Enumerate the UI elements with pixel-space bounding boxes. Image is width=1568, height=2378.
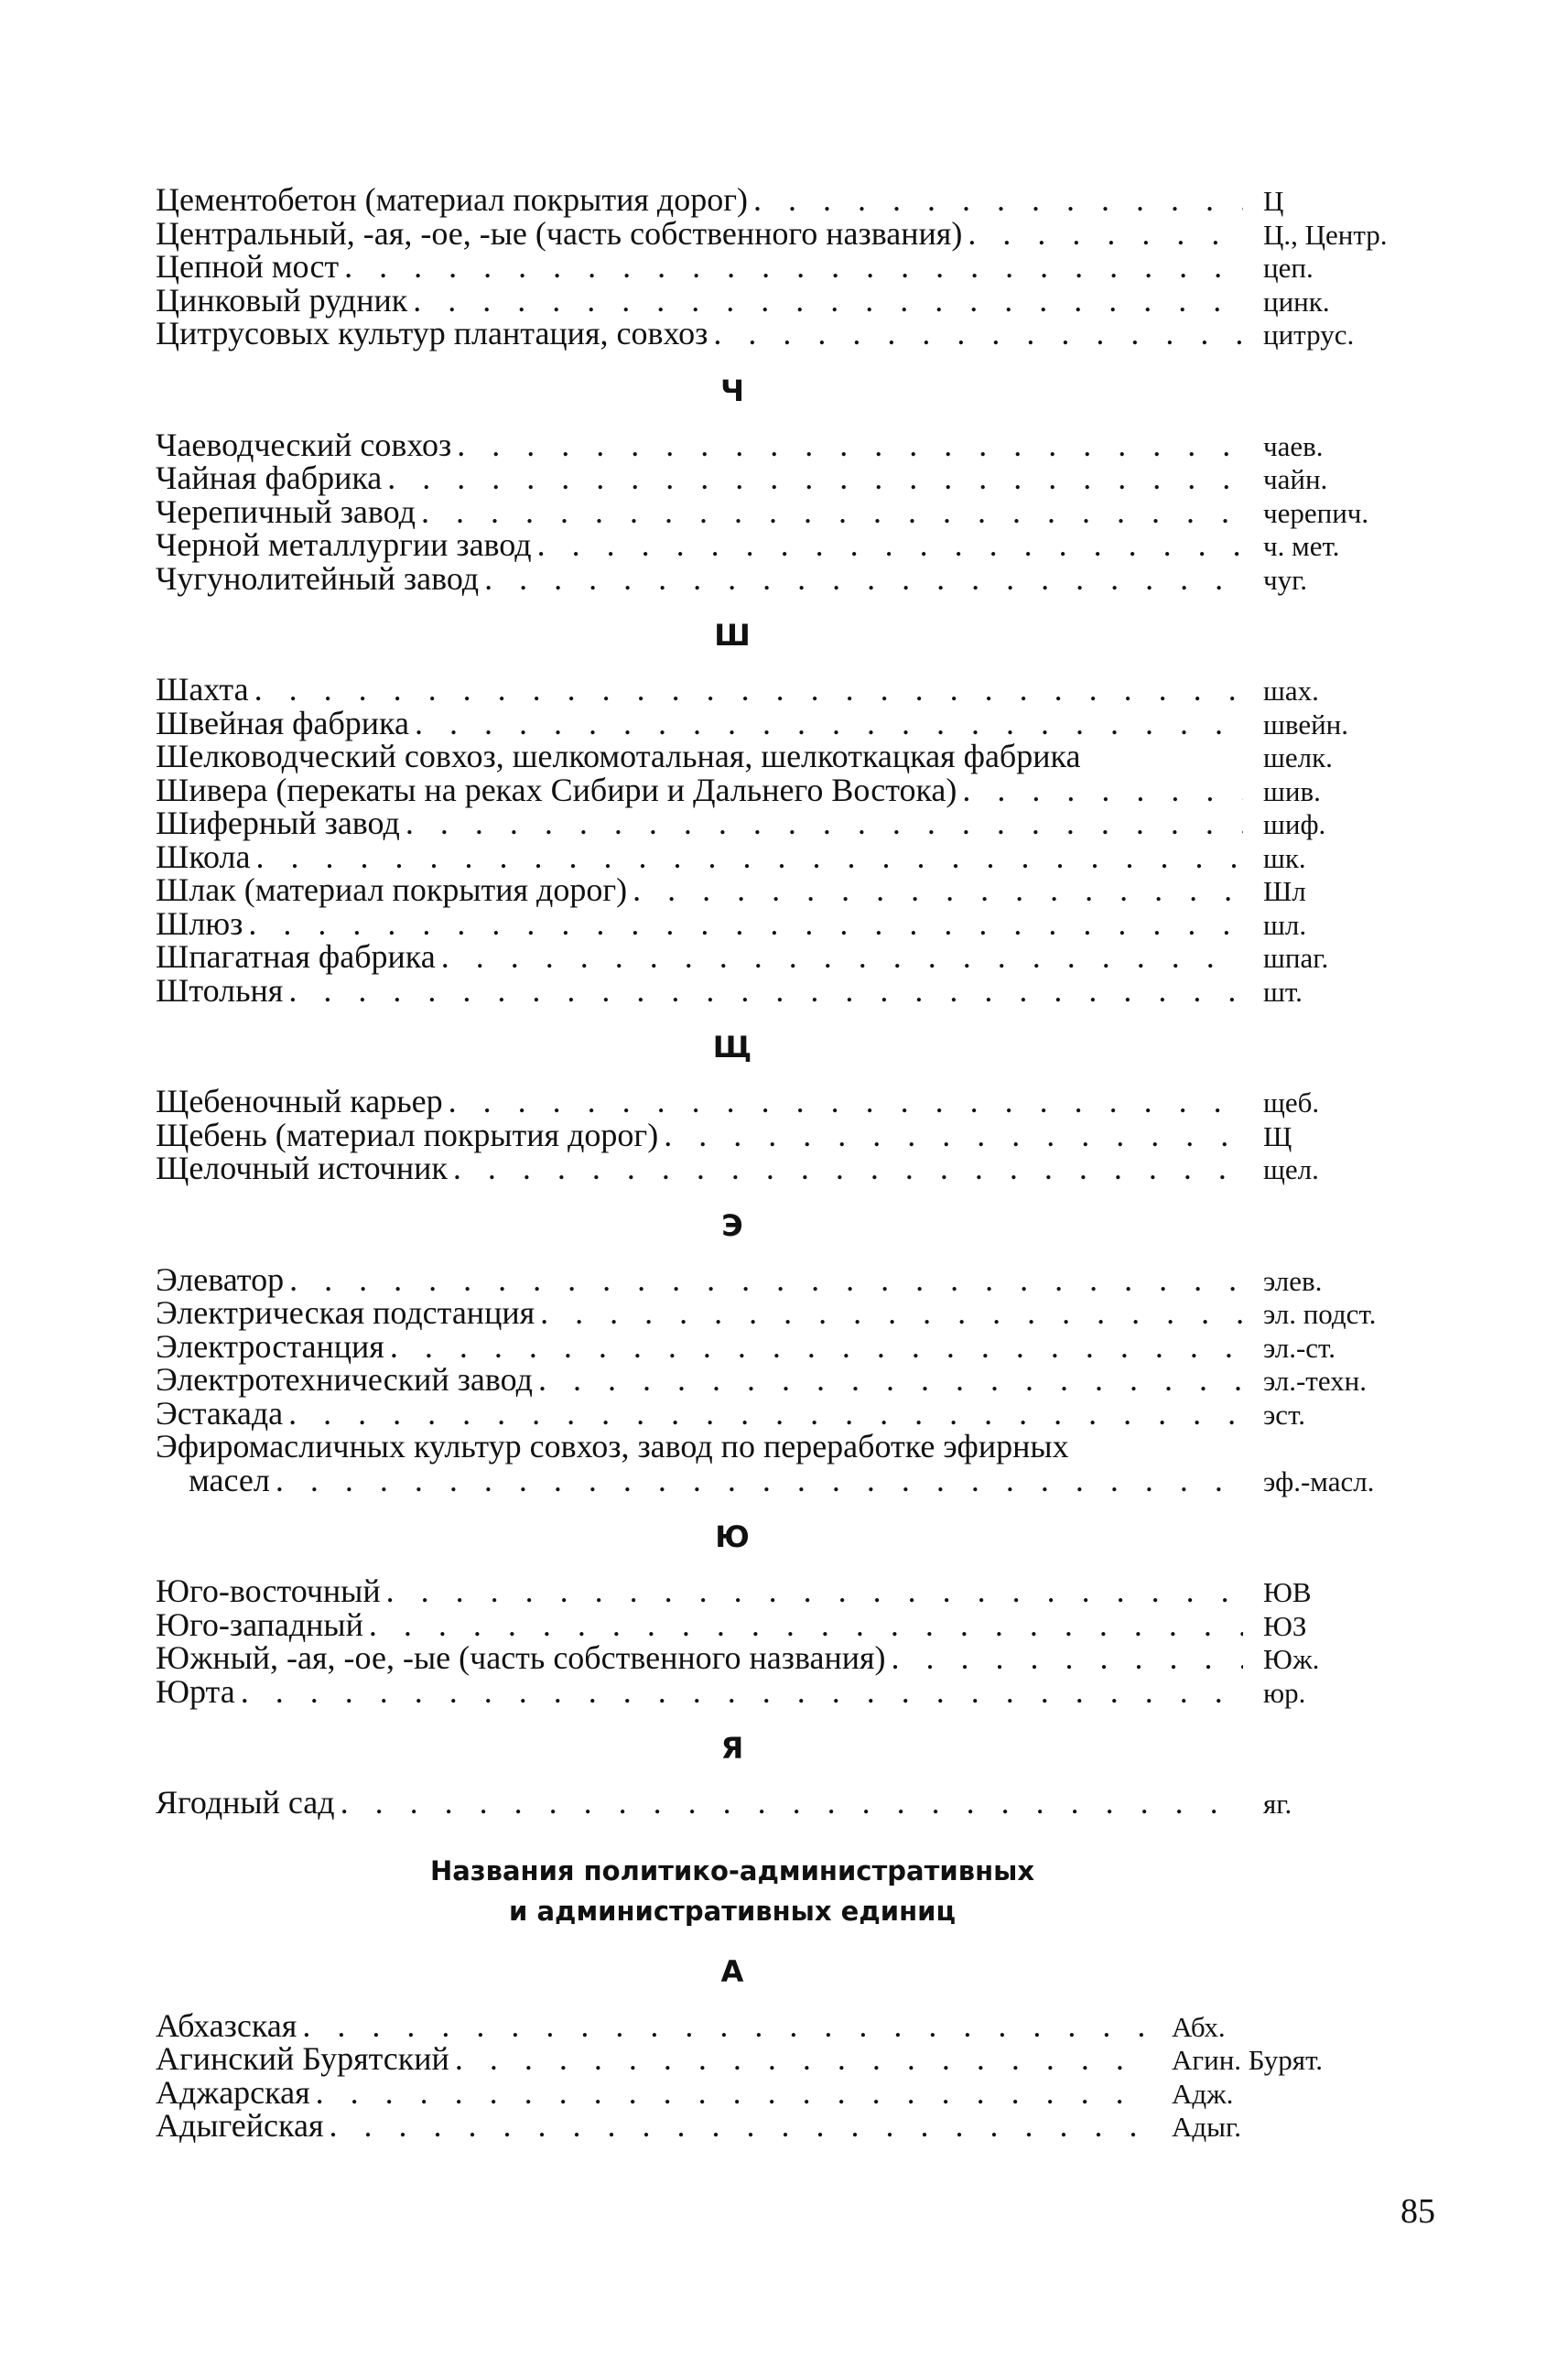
dot-leader [400,806,1243,840]
entry-row [156,1085,1419,1119]
entry-row [156,1394,1419,1432]
entry-abbreviation: шелк. [1263,741,1333,773]
entry-row [156,740,1419,773]
entry-term: Штольня [156,971,284,1009]
entry-row [156,1430,1419,1464]
dot-leader [382,461,1243,495]
dot-leader [708,317,1243,351]
group-shch [156,1031,1419,1185]
entry-row [156,1151,1419,1185]
entry-abbreviation: Агин. Бурят. [1172,2044,1324,2076]
entry-term: Чаеводческий совхоз [156,426,452,463]
entry-row [156,183,1419,217]
dot-leader [335,1786,1243,1820]
entry-term: Абхазская [156,2006,297,2044]
entry-row [156,673,1419,707]
dot-leader [384,1330,1243,1364]
entry-row [156,1296,1419,1330]
entry-row [156,317,1419,351]
entry-term: Чугунолитейный завод [156,559,480,597]
group-ch [156,374,1419,596]
entry-term: Юго-западный [156,1605,363,1643]
entry-term: Черной металлургии завод [156,526,532,563]
entry-abbreviation: шпаг. [1263,942,1329,974]
entry-row [156,904,1419,942]
entry-term: Цепной мост [156,248,340,285]
dot-leader [957,773,1243,807]
dot-leader [443,1085,1243,1119]
entry-row [156,971,1419,1009]
entry-abbreviation: Юж. [1263,1643,1320,1675]
entry-abbreviation: Ц., Центр. [1263,218,1388,251]
entry-abbreviation: ЮВ [1263,1576,1312,1608]
dot-leader [363,1608,1243,1642]
entry-row [156,1461,1419,1498]
entry-term: Юрта [156,1672,235,1710]
entry-term: Ягодный сад [156,1784,335,1821]
entry-term: Цинковый рудник [156,281,408,319]
entry-term: Адыгейская [156,2107,324,2144]
page-number: 85 [1400,2192,1435,2231]
entry-abbreviation: эф.-масл. [1263,1465,1375,1497]
dot-leader [748,183,1243,217]
section-title-line: Названия политико-административных [429,1854,1035,1886]
entry-abbreviation: Адыг. [1172,2111,1241,2143]
entry-row [156,492,1419,530]
entry-term: Щелочный источник [156,1150,448,1186]
entry-row [156,281,1419,319]
section-admin-units [156,1851,1419,2143]
entry-abbreviation: Ц [1263,185,1284,217]
entry-abbreviation: цеп. [1263,252,1314,284]
dot-leader [416,495,1243,529]
group-ya [156,1732,1419,1820]
group-sh [156,619,1419,1007]
entry-abbreviation: цинк. [1263,285,1330,318]
entry-row [156,1574,1419,1608]
entry-abbreviation: яг. [1263,1788,1292,1820]
entry-row [156,528,1419,562]
entry-abbreviation: Шл [1263,875,1306,907]
group-e [156,1209,1419,1497]
dot-leader [324,2109,1152,2143]
entry-abbreviation: Щ [1263,1119,1292,1152]
dot-leader [310,2076,1152,2110]
entry-row [156,940,1419,974]
entry-row [156,873,1419,907]
dot-leader [535,1296,1243,1330]
entry-term: Щебеночный карьер [156,1083,443,1119]
dot-leader [448,1151,1243,1185]
dot-leader [407,284,1243,318]
entry-term: Элеватор [156,1260,285,1298]
entry-term: Электротехнический завод [156,1361,533,1398]
dot-leader [381,1574,1243,1608]
entry-row [156,2042,1419,2076]
entry-abbreviation: эл.-ст. [1263,1331,1336,1364]
letter-heading: Ю [715,1519,750,1554]
entry-abbreviation: шл. [1263,908,1307,941]
entry-abbreviation: щеб. [1263,1086,1320,1119]
section-title-line: и административных единиц [509,1895,956,1927]
entry-row [156,2006,1419,2044]
entry-term: Шлюз [156,904,243,942]
dot-leader [243,907,1243,941]
entry-term: Шлак (материал покрытия дорог) [156,871,628,908]
entry-row [156,1363,1419,1397]
dot-leader [235,1675,1243,1709]
dot-leader [532,528,1243,562]
entry-term: Цитрусовых культур плантация, совхоз [156,315,708,351]
page-content [156,183,1419,2143]
entry-abbreviation: шах. [1263,675,1319,707]
dot-leader [451,428,1243,462]
entry-abbreviation: эл. подст. [1263,1298,1377,1330]
entry-abbreviation: шк. [1263,841,1306,874]
entry-term: масел [189,1461,270,1498]
entry-term: Южный, -ая, -ое, -ые (часть собственного названия) [156,1639,886,1676]
entry-abbreviation: юр. [1263,1676,1306,1709]
entry-abbreviation: цитрус. [1263,319,1355,351]
entry-term: Юго-восточный [156,1573,381,1609]
dot-leader [284,1263,1243,1297]
entry-abbreviation: ч. мет. [1263,530,1340,562]
letter-heading: Я [720,1731,744,1766]
dot-leader [270,1464,1243,1497]
entry-term: Эфиромасличных культур совхоз, завод по переработке эфирных [156,1428,1069,1465]
entry-row [156,2073,1419,2111]
dot-leader [627,873,1243,907]
entry-abbreviation: щел. [1263,1153,1319,1185]
entry-term: Электрическая подстанция [156,1294,535,1331]
entry-term: Черепичный завод [156,492,416,530]
entry-term: Шиферный завод [156,805,400,841]
group-ts [156,183,1419,351]
group-yu [156,1520,1419,1708]
dot-leader [533,1363,1243,1397]
entry-abbreviation: эл.-техн. [1263,1365,1368,1397]
entry-row [156,1786,1419,1820]
letter-heading: Ш [714,618,751,653]
dot-leader [436,940,1243,974]
entry-row [156,1672,1419,1710]
entry-abbreviation: шиф. [1263,808,1326,840]
entry-term: Чайная фабрика [156,459,383,496]
entry-term: Шпагатная фабрика [156,938,436,975]
entry-row [156,840,1419,874]
entry-row [156,1327,1419,1365]
entry-abbreviation: эст. [1263,1398,1306,1431]
entry-abbreviation: черепич. [1263,496,1369,529]
entry-abbreviation: шт. [1263,975,1303,1008]
entry-abbreviation: Абх. [1172,2010,1226,2043]
entry-row [156,559,1419,597]
entry-term: Цементобетон (материал покрытия дорог) [156,181,748,218]
entry-row [156,1116,1419,1153]
dot-leader [962,217,1243,251]
entry-row [156,704,1419,741]
entry-row [156,773,1419,807]
entry-abbreviation: ЮЗ [1263,1609,1307,1642]
dot-leader [297,2009,1152,2043]
entry-term: Щебень (материал покрытия дорог) [156,1116,659,1153]
entry-row [156,1260,1419,1298]
entry-abbreviation: чайн. [1263,463,1328,495]
entry-term: Эстакада [156,1394,284,1432]
entry-row [156,1641,1419,1675]
entry-row [156,461,1419,495]
entry-term: Шахта [156,671,249,708]
dot-leader [283,974,1243,1008]
entry-term: Электростанция [156,1327,384,1365]
dot-leader [658,1119,1243,1152]
entry-abbreviation: шив. [1263,774,1321,807]
entry-term: Аджарская [156,2073,310,2111]
entry-abbreviation: чаев. [1263,429,1324,462]
entry-row [156,1605,1419,1643]
entry-term: Школа [156,838,251,875]
dot-leader [339,250,1243,284]
letter-heading: Щ [712,1030,752,1065]
entry-row [156,250,1419,284]
dot-leader [283,1397,1243,1431]
entry-term: Агинский Бурятский [156,2040,449,2077]
entry-row [156,214,1419,252]
entry-row [156,806,1419,840]
entry-abbreviation: элев. [1263,1264,1323,1297]
entry-abbreviation: Адж. [1172,2077,1234,2110]
dot-leader [249,673,1243,707]
letter-heading: А [720,1953,744,1989]
dot-leader [479,562,1243,596]
entry-term: Швейная фабрика [156,704,409,741]
entry-term: Центральный, -ая, -ое, -ые (часть собственного названия) [156,214,963,252]
entry-term: Шивера (перекаты на реках Сибири и Дальнего Востока) [156,771,957,808]
letter-heading: Ч [720,373,744,408]
section-title [156,1851,1419,1931]
entry-abbreviation: швейн. [1263,708,1349,740]
dot-leader [409,707,1243,740]
letter-heading: Э [721,1207,743,1243]
dot-leader [250,840,1243,874]
entry-term: Шелководческий совхоз, шелкомотальная, шелкоткацкая фабрика [156,738,1081,774]
entry-abbreviation: чуг. [1263,563,1308,596]
dot-leader [449,2042,1152,2076]
entry-row [156,2109,1419,2143]
dot-leader [886,1641,1243,1675]
entry-row [156,428,1419,462]
